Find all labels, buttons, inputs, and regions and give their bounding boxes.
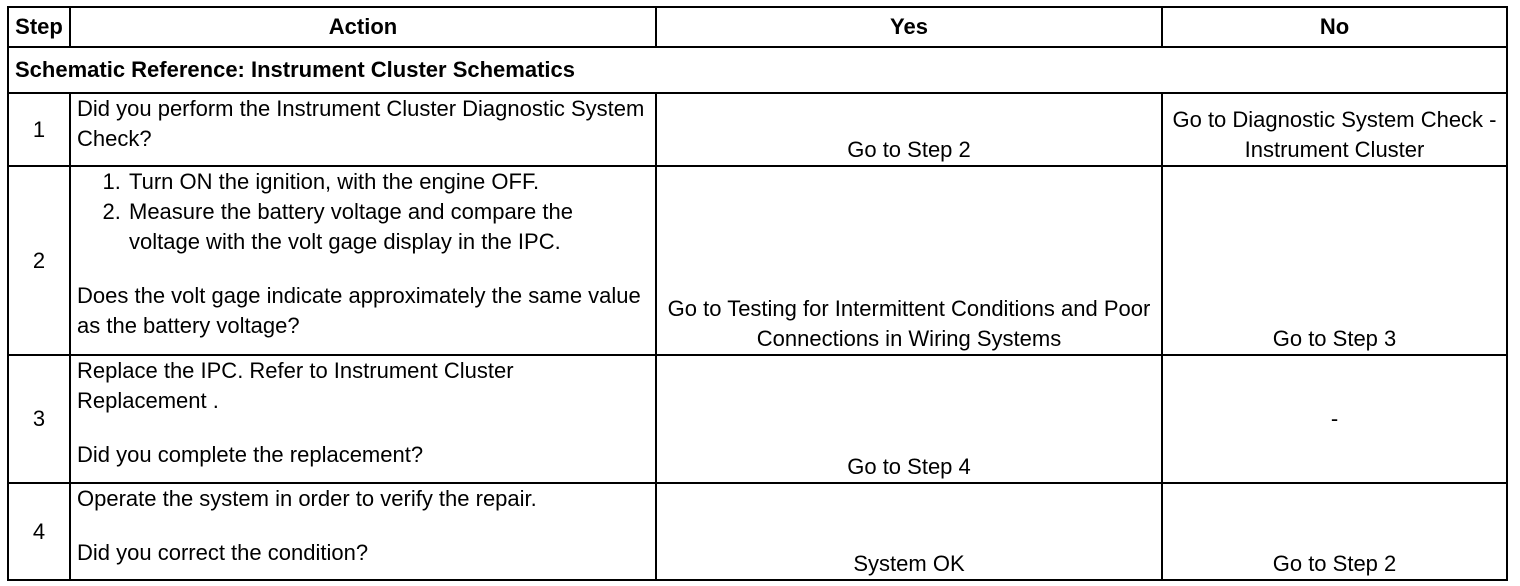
question-text: Did you correct the condition? (77, 540, 369, 565)
step-number: 4 (8, 483, 70, 580)
question-text: Did you perform the Instrument Cluster Diagnostic System Check? (77, 96, 645, 151)
table-row (8, 93, 1507, 166)
table-row (8, 166, 1507, 355)
header-yes: Yes (656, 7, 1162, 47)
no-cell: - (1162, 355, 1507, 483)
yes-cell: Go to Step 2 (656, 93, 1162, 166)
yes-cell: Go to Step 4 (656, 355, 1162, 483)
header-step: Step (8, 7, 70, 47)
table-row (8, 483, 1507, 580)
yes-cell: System OK (656, 483, 1162, 580)
action-cell (70, 166, 656, 355)
instruction-item: 1. Turn ON the ignition, with the engine OFF. (127, 167, 649, 197)
instruction-list (77, 167, 649, 257)
step-number: 1 (8, 93, 70, 166)
yes-cell: Go to Testing for Intermittent Conditions and Poor Connections in Wiring Systems (656, 166, 1162, 355)
no-cell: Go to Step 3 (1162, 166, 1507, 355)
action-cell (70, 93, 656, 166)
step-number: 2 (8, 166, 70, 355)
instruction-text: Operate the system in order to verify the repair. (77, 486, 537, 511)
step-number: 3 (8, 355, 70, 483)
no-cell: Go to Diagnostic System Check - Instrument Cluster (1162, 93, 1507, 166)
schematic-row (8, 47, 1507, 93)
diagnostic-table (7, 6, 1508, 581)
action-cell (70, 355, 656, 483)
question-text: Does the volt gage indicate approximately the same value as the battery voltage? (77, 283, 641, 338)
header-row (8, 7, 1507, 47)
table-row (8, 355, 1507, 483)
header-action: Action (70, 7, 656, 47)
action-cell (70, 483, 656, 580)
instruction-item: 2. Measure the battery voltage and compare the voltage with the volt gage display in the IPC. (127, 197, 649, 257)
question-text: Did you complete the replacement? (77, 442, 424, 467)
no-cell: Go to Step 2 (1162, 483, 1507, 580)
header-no: No (1162, 7, 1507, 47)
instruction-text: Replace the IPC. Refer to Instrument Cluster Replacement . (77, 358, 514, 413)
schematic-reference: Schematic Reference: Instrument Cluster Schematics (8, 47, 1507, 93)
